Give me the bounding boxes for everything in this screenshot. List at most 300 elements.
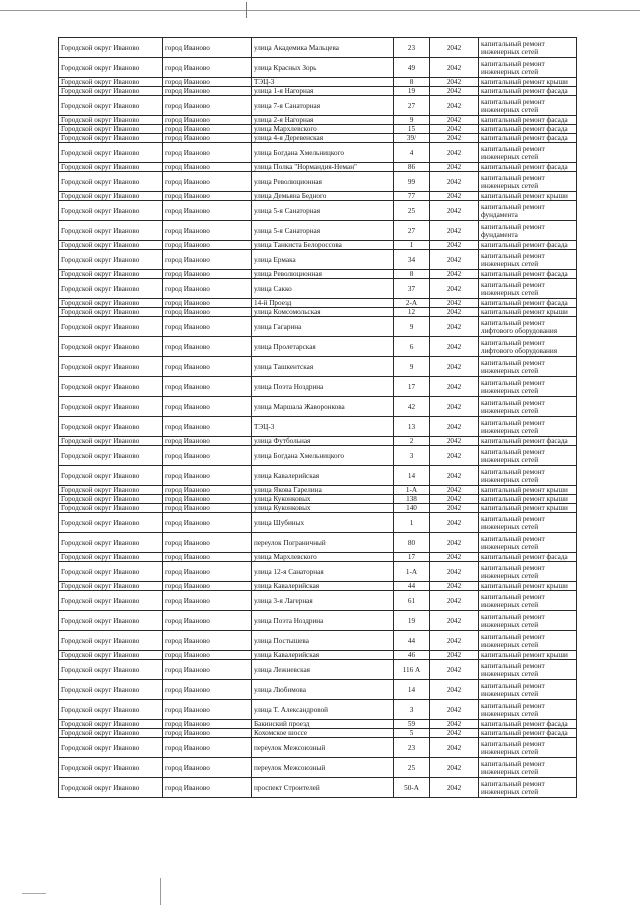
year-cell: 2042	[430, 397, 479, 417]
year-cell: 2042	[430, 270, 479, 279]
street-cell: улица Куконковых	[252, 495, 394, 504]
city-cell: город Иваново	[163, 172, 252, 192]
year-cell: 2042	[430, 729, 479, 738]
municipality-cell: Городской округ Иваново	[59, 611, 163, 631]
work-type-cell: капитальный ремонт инженерных сетей	[479, 513, 577, 533]
municipality-cell: Городской округ Иваново	[59, 78, 163, 87]
house-number-cell: 9	[394, 317, 430, 337]
street-cell: переулок Пограничный	[252, 533, 394, 553]
municipality-cell: Городской округ Иваново	[59, 125, 163, 134]
city-cell: город Иваново	[163, 221, 252, 241]
table-row	[59, 357, 577, 377]
city-cell: город Иваново	[163, 397, 252, 417]
work-type-cell: капитальный ремонт фасада	[479, 134, 577, 143]
year-cell: 2042	[430, 163, 479, 172]
year-cell: 2042	[430, 417, 479, 437]
table-row	[59, 134, 577, 143]
table-row	[59, 172, 577, 192]
house-number-cell: 23	[394, 738, 430, 758]
table-row	[59, 611, 577, 631]
city-cell: город Иваново	[163, 562, 252, 582]
year-cell: 2042	[430, 377, 479, 397]
house-number-cell: 15	[394, 125, 430, 134]
street-cell: проспект Строителей	[252, 778, 394, 798]
year-cell: 2042	[430, 299, 479, 308]
year-cell: 2042	[430, 738, 479, 758]
city-cell: город Иваново	[163, 38, 252, 58]
municipality-cell: Городской округ Иваново	[59, 377, 163, 397]
year-cell: 2042	[430, 241, 479, 250]
municipality-cell: Городской округ Иваново	[59, 397, 163, 417]
table-row	[59, 163, 577, 172]
table-row	[59, 192, 577, 201]
work-type-cell: капитальный ремонт фасада	[479, 116, 577, 125]
year-cell: 2042	[430, 357, 479, 377]
house-number-cell: 19	[394, 87, 430, 96]
city-cell: город Иваново	[163, 729, 252, 738]
street-cell: Кохомское шоссе	[252, 729, 394, 738]
table-row	[59, 486, 577, 495]
work-type-cell: капитальный ремонт инженерных сетей	[479, 700, 577, 720]
year-cell: 2042	[430, 533, 479, 553]
street-cell: улица Демьяна Бедного	[252, 192, 394, 201]
house-number-cell: 23	[394, 38, 430, 58]
street-cell: улица 7-я Санаторная	[252, 96, 394, 116]
house-number-cell: 50-А	[394, 778, 430, 798]
house-number-cell: 14	[394, 466, 430, 486]
house-number-cell: 27	[394, 221, 430, 241]
table-row	[59, 125, 577, 134]
year-cell: 2042	[430, 631, 479, 651]
city-cell: город Иваново	[163, 486, 252, 495]
house-number-cell: 19	[394, 611, 430, 631]
year-cell: 2042	[430, 680, 479, 700]
year-cell: 2042	[430, 134, 479, 143]
city-cell: город Иваново	[163, 446, 252, 466]
table-row	[59, 495, 577, 504]
city-cell: город Иваново	[163, 738, 252, 758]
house-number-cell: 1	[394, 513, 430, 533]
municipality-cell: Городской округ Иваново	[59, 466, 163, 486]
municipality-cell: Городской округ Иваново	[59, 495, 163, 504]
street-cell: улица Любимова	[252, 680, 394, 700]
street-cell: улица Т. Александровой	[252, 700, 394, 720]
work-type-cell: капитальный ремонт инженерных сетей	[479, 562, 577, 582]
city-cell: город Иваново	[163, 377, 252, 397]
year-cell: 2042	[430, 337, 479, 357]
work-type-cell: капитальный ремонт инженерных сетей	[479, 58, 577, 78]
fold-mark	[246, 2, 247, 18]
work-type-cell: капитальный ремонт крыши	[479, 192, 577, 201]
municipality-cell: Городской округ Иваново	[59, 437, 163, 446]
municipality-cell: Городской округ Иваново	[59, 582, 163, 591]
municipality-cell: Городской округ Иваново	[59, 631, 163, 651]
street-cell: улица Ермака	[252, 250, 394, 270]
street-cell: улица Поэта Ноздрина	[252, 377, 394, 397]
year-cell: 2042	[430, 317, 479, 337]
table-row	[59, 700, 577, 720]
work-type-cell: капитальный ремонт инженерных сетей	[479, 357, 577, 377]
municipality-cell: Городской округ Иваново	[59, 591, 163, 611]
year-cell: 2042	[430, 221, 479, 241]
street-cell: улица Ташкентская	[252, 357, 394, 377]
work-type-cell: капитальный ремонт фундамента	[479, 221, 577, 241]
work-type-cell: капитальный ремонт фасада	[479, 270, 577, 279]
year-cell: 2042	[430, 172, 479, 192]
city-cell: город Иваново	[163, 660, 252, 680]
municipality-cell: Городской округ Иваново	[59, 533, 163, 553]
city-cell: город Иваново	[163, 680, 252, 700]
house-number-cell: 9	[394, 116, 430, 125]
city-cell: город Иваново	[163, 78, 252, 87]
work-type-cell: капитальный ремонт фасада	[479, 729, 577, 738]
table-row	[59, 299, 577, 308]
street-cell: улица Куконковых	[252, 504, 394, 513]
house-number-cell: 8	[394, 78, 430, 87]
municipality-cell: Городской округ Иваново	[59, 317, 163, 337]
work-type-cell: капитальный ремонт инженерных сетей	[479, 38, 577, 58]
city-cell: город Иваново	[163, 87, 252, 96]
work-type-cell: капитальный ремонт инженерных сетей	[479, 143, 577, 163]
table-row	[59, 437, 577, 446]
street-cell: улица 1-я Нагорная	[252, 87, 394, 96]
city-cell: город Иваново	[163, 58, 252, 78]
municipality-cell: Городской округ Иваново	[59, 201, 163, 221]
table-row	[59, 466, 577, 486]
municipality-cell: Городской округ Иваново	[59, 192, 163, 201]
year-cell: 2042	[430, 58, 479, 78]
house-number-cell: 61	[394, 591, 430, 611]
street-cell: ТЭЦ-3	[252, 417, 394, 437]
city-cell: город Иваново	[163, 299, 252, 308]
municipality-cell: Городской округ Иваново	[59, 562, 163, 582]
work-type-cell: капитальный ремонт инженерных сетей	[479, 172, 577, 192]
municipality-cell: Городской округ Иваново	[59, 729, 163, 738]
street-cell: улица Богдана Хмельницкого	[252, 446, 394, 466]
year-cell: 2042	[430, 758, 479, 778]
street-cell: улица Сакко	[252, 279, 394, 299]
table-row	[59, 270, 577, 279]
year-cell: 2042	[430, 611, 479, 631]
table-row	[59, 758, 577, 778]
work-type-cell: капитальный ремонт инженерных сетей	[479, 680, 577, 700]
work-type-cell: капитальный ремонт фасада	[479, 241, 577, 250]
city-cell: город Иваново	[163, 241, 252, 250]
city-cell: город Иваново	[163, 611, 252, 631]
table-row	[59, 729, 577, 738]
house-number-cell: 80	[394, 533, 430, 553]
street-cell: переулок Межсоюзный	[252, 738, 394, 758]
house-number-cell: 27	[394, 96, 430, 116]
street-cell: Бакинский проезд	[252, 720, 394, 729]
city-cell: город Иваново	[163, 125, 252, 134]
work-type-cell: капитальный ремонт фундамента	[479, 201, 577, 221]
house-number-cell: 3	[394, 700, 430, 720]
street-cell: улица 5-я Санаторная	[252, 201, 394, 221]
repair-register-table	[58, 37, 577, 798]
year-cell: 2042	[430, 143, 479, 163]
work-type-cell: капитальный ремонт крыши	[479, 582, 577, 591]
house-number-cell: 3	[394, 446, 430, 466]
municipality-cell: Городской округ Иваново	[59, 417, 163, 437]
municipality-cell: Городской округ Иваново	[59, 299, 163, 308]
street-cell: улица Кавалерийская	[252, 466, 394, 486]
year-cell: 2042	[430, 591, 479, 611]
table-row	[59, 377, 577, 397]
city-cell: город Иваново	[163, 631, 252, 651]
year-cell: 2042	[430, 38, 479, 58]
work-type-cell: капитальный ремонт инженерных сетей	[479, 660, 577, 680]
municipality-cell: Городской округ Иваново	[59, 720, 163, 729]
table-row	[59, 417, 577, 437]
municipality-cell: Городской округ Иваново	[59, 680, 163, 700]
table-row	[59, 78, 577, 87]
house-number-cell: 44	[394, 631, 430, 651]
municipality-cell: Городской округ Иваново	[59, 279, 163, 299]
street-cell: улица 3-я Лагерная	[252, 591, 394, 611]
city-cell: город Иваново	[163, 466, 252, 486]
city-cell: город Иваново	[163, 513, 252, 533]
city-cell: город Иваново	[163, 758, 252, 778]
work-type-cell: капитальный ремонт инженерных сетей	[479, 377, 577, 397]
work-type-cell: капитальный ремонт инженерных сетей	[479, 417, 577, 437]
house-number-cell: 46	[394, 651, 430, 660]
table-row	[59, 317, 577, 337]
street-cell: переулок Межсоюзный	[252, 758, 394, 778]
year-cell: 2042	[430, 125, 479, 134]
work-type-cell: капитальный ремонт крыши	[479, 308, 577, 317]
work-type-cell: капитальный ремонт фасада	[479, 163, 577, 172]
table-row	[59, 504, 577, 513]
municipality-cell: Городской округ Иваново	[59, 308, 163, 317]
year-cell: 2042	[430, 87, 479, 96]
house-number-cell: 9	[394, 357, 430, 377]
street-cell: улица Мархлевского	[252, 125, 394, 134]
city-cell: город Иваново	[163, 778, 252, 798]
municipality-cell: Городской округ Иваново	[59, 758, 163, 778]
work-type-cell: капитальный ремонт инженерных сетей	[479, 279, 577, 299]
city-cell: город Иваново	[163, 96, 252, 116]
house-number-cell: 4	[394, 143, 430, 163]
work-type-cell: капитальный ремонт фасада	[479, 437, 577, 446]
city-cell: город Иваново	[163, 495, 252, 504]
city-cell: город Иваново	[163, 201, 252, 221]
city-cell: город Иваново	[163, 553, 252, 562]
city-cell: город Иваново	[163, 357, 252, 377]
municipality-cell: Городской округ Иваново	[59, 116, 163, 125]
municipality-cell: Городской округ Иваново	[59, 651, 163, 660]
year-cell: 2042	[430, 582, 479, 591]
year-cell: 2042	[430, 250, 479, 270]
year-cell: 2042	[430, 116, 479, 125]
city-cell: город Иваново	[163, 270, 252, 279]
street-cell: улица Комсомольская	[252, 308, 394, 317]
work-type-cell: капитальный ремонт лифтового оборудования	[479, 337, 577, 357]
table-row	[59, 720, 577, 729]
municipality-cell: Городской округ Иваново	[59, 87, 163, 96]
table-row	[59, 582, 577, 591]
house-number-cell: 17	[394, 553, 430, 562]
city-cell: город Иваново	[163, 143, 252, 163]
city-cell: город Иваново	[163, 720, 252, 729]
house-number-cell: 99	[394, 172, 430, 192]
table-row	[59, 738, 577, 758]
street-cell: улица Поэта Ноздрина	[252, 611, 394, 631]
table-row	[59, 279, 577, 299]
municipality-cell: Городской округ Иваново	[59, 513, 163, 533]
year-cell: 2042	[430, 660, 479, 680]
house-number-cell: 39/	[394, 134, 430, 143]
city-cell: город Иваново	[163, 504, 252, 513]
bottom-fold-mark	[160, 878, 161, 905]
street-cell: улица 5-я Санаторная	[252, 221, 394, 241]
street-cell: улица Танкиста Белороссова	[252, 241, 394, 250]
house-number-cell: 140	[394, 504, 430, 513]
municipality-cell: Городской округ Иваново	[59, 143, 163, 163]
table-row	[59, 651, 577, 660]
work-type-cell: капитальный ремонт фасада	[479, 553, 577, 562]
work-type-cell: капитальный ремонт фасада	[479, 720, 577, 729]
house-number-cell: 13	[394, 417, 430, 437]
street-cell: улица Лежневская	[252, 660, 394, 680]
work-type-cell: капитальный ремонт инженерных сетей	[479, 611, 577, 631]
house-number-cell: 116 А	[394, 660, 430, 680]
year-cell: 2042	[430, 495, 479, 504]
work-type-cell: капитальный ремонт крыши	[479, 504, 577, 513]
city-cell: город Иваново	[163, 417, 252, 437]
house-number-cell: 8	[394, 270, 430, 279]
work-type-cell: капитальный ремонт инженерных сетей	[479, 466, 577, 486]
table-row	[59, 513, 577, 533]
municipality-cell: Городской округ Иваново	[59, 250, 163, 270]
street-cell: улица Кавалерийская	[252, 651, 394, 660]
house-number-cell: 6	[394, 337, 430, 357]
municipality-cell: Городской округ Иваново	[59, 504, 163, 513]
street-cell: улица Шубиных	[252, 513, 394, 533]
street-cell: улица Якова Гарелина	[252, 486, 394, 495]
table-row	[59, 660, 577, 680]
city-cell: город Иваново	[163, 591, 252, 611]
table-row	[59, 631, 577, 651]
municipality-cell: Городской округ Иваново	[59, 172, 163, 192]
work-type-cell: капитальный ремонт инженерных сетей	[479, 758, 577, 778]
street-cell: улица Полка "Нормандия-Неман"	[252, 163, 394, 172]
work-type-cell: капитальный ремонт инженерных сетей	[479, 778, 577, 798]
work-type-cell: капитальный ремонт крыши	[479, 495, 577, 504]
top-rule	[0, 10, 640, 11]
table-row	[59, 143, 577, 163]
work-type-cell: капитальный ремонт инженерных сетей	[479, 591, 577, 611]
year-cell: 2042	[430, 720, 479, 729]
year-cell: 2042	[430, 466, 479, 486]
municipality-cell: Городской округ Иваново	[59, 38, 163, 58]
city-cell: город Иваново	[163, 582, 252, 591]
year-cell: 2042	[430, 700, 479, 720]
table-row	[59, 201, 577, 221]
municipality-cell: Городской округ Иваново	[59, 270, 163, 279]
municipality-cell: Городской округ Иваново	[59, 357, 163, 377]
house-number-cell: 25	[394, 201, 430, 221]
table-row	[59, 680, 577, 700]
work-type-cell: капитальный ремонт крыши	[479, 486, 577, 495]
street-cell: ТЭЦ-3	[252, 78, 394, 87]
table-row	[59, 533, 577, 553]
year-cell: 2042	[430, 96, 479, 116]
work-type-cell: капитальный ремонт инженерных сетей	[479, 533, 577, 553]
street-cell: улица Пролетарская	[252, 337, 394, 357]
house-number-cell: 1	[394, 241, 430, 250]
work-type-cell: капитальный ремонт фасада	[479, 125, 577, 134]
street-cell: улица 4-я Деревенская	[252, 134, 394, 143]
city-cell: город Иваново	[163, 337, 252, 357]
house-number-cell: 2-А	[394, 299, 430, 308]
municipality-cell: Городской округ Иваново	[59, 134, 163, 143]
street-cell: улица Кавалерийская	[252, 582, 394, 591]
municipality-cell: Городской округ Иваново	[59, 553, 163, 562]
municipality-cell: Городской округ Иваново	[59, 221, 163, 241]
table-body	[59, 38, 577, 798]
table-row	[59, 397, 577, 417]
year-cell: 2042	[430, 201, 479, 221]
year-cell: 2042	[430, 504, 479, 513]
house-number-cell: 14	[394, 680, 430, 700]
year-cell: 2042	[430, 553, 479, 562]
street-cell: 14-й Проезд	[252, 299, 394, 308]
house-number-cell: 5	[394, 729, 430, 738]
municipality-cell: Городской округ Иваново	[59, 486, 163, 495]
city-cell: город Иваново	[163, 279, 252, 299]
year-cell: 2042	[430, 513, 479, 533]
year-cell: 2042	[430, 78, 479, 87]
house-number-cell: 25	[394, 758, 430, 778]
table-row	[59, 96, 577, 116]
table-row	[59, 241, 577, 250]
table-row	[59, 58, 577, 78]
table-row	[59, 250, 577, 270]
house-number-cell: 138	[394, 495, 430, 504]
street-cell: улица Революционная	[252, 270, 394, 279]
street-cell: улица 2-я Нагорная	[252, 116, 394, 125]
year-cell: 2042	[430, 651, 479, 660]
work-type-cell: капитальный ремонт инженерных сетей	[479, 631, 577, 651]
city-cell: город Иваново	[163, 308, 252, 317]
street-cell: улица Революционная	[252, 172, 394, 192]
table-row	[59, 553, 577, 562]
work-type-cell: капитальный ремонт инженерных сетей	[479, 397, 577, 417]
city-cell: город Иваново	[163, 250, 252, 270]
table-row	[59, 562, 577, 582]
year-cell: 2042	[430, 308, 479, 317]
street-cell: улица Мархлевского	[252, 553, 394, 562]
year-cell: 2042	[430, 437, 479, 446]
house-number-cell: 59	[394, 720, 430, 729]
table-row	[59, 221, 577, 241]
street-cell: улица Красных Зорь	[252, 58, 394, 78]
municipality-cell: Городской округ Иваново	[59, 96, 163, 116]
year-cell: 2042	[430, 446, 479, 466]
work-type-cell: капитальный ремонт крыши	[479, 78, 577, 87]
municipality-cell: Городской округ Иваново	[59, 700, 163, 720]
street-cell: улица 12-я Санаторная	[252, 562, 394, 582]
house-number-cell: 1-А	[394, 562, 430, 582]
work-type-cell: капитальный ремонт инженерных сетей	[479, 96, 577, 116]
work-type-cell: капитальный ремонт крыши	[479, 651, 577, 660]
table-row	[59, 778, 577, 798]
work-type-cell: капитальный ремонт лифтового оборудования	[479, 317, 577, 337]
house-number-cell: 17	[394, 377, 430, 397]
municipality-cell: Городской округ Иваново	[59, 163, 163, 172]
city-cell: город Иваново	[163, 163, 252, 172]
